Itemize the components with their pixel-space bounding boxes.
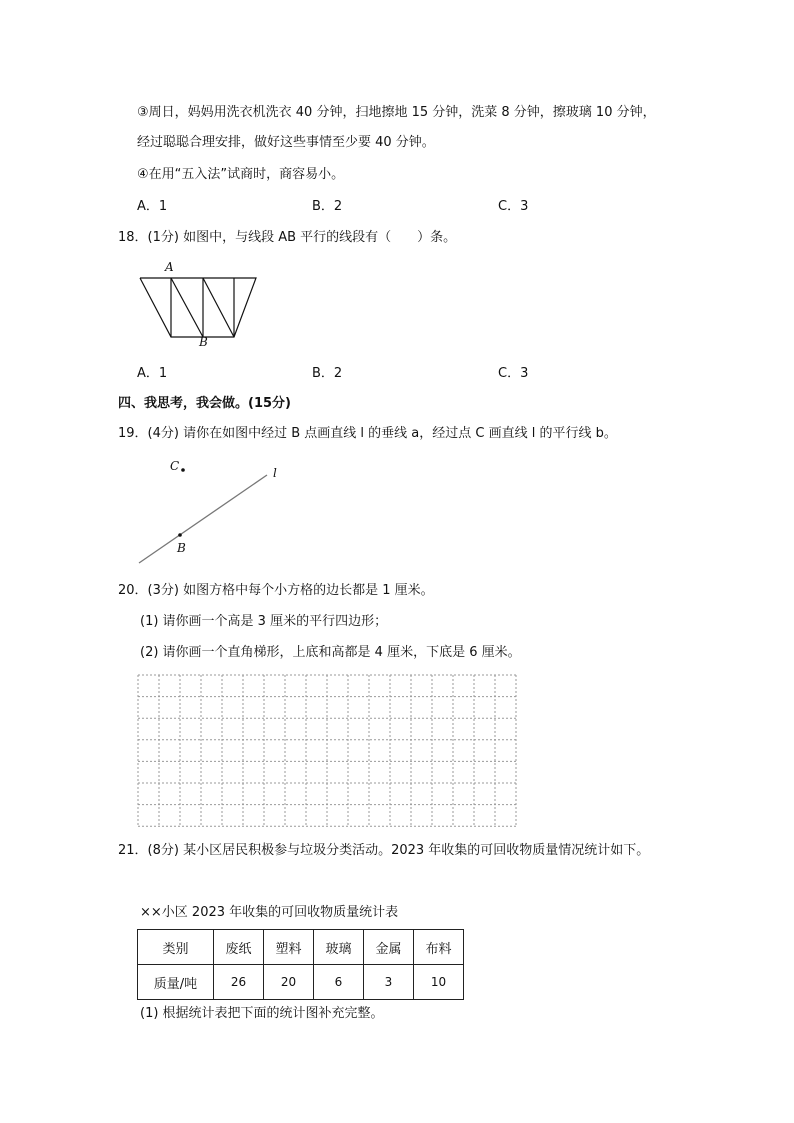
value-cell: 26 <box>214 965 264 1000</box>
q17-option-a: A．1 <box>137 199 168 214</box>
header-cell: 塑料 <box>264 930 314 965</box>
row-label: 质量/吨 <box>138 965 214 1000</box>
value-cell: 10 <box>414 965 464 1000</box>
q17-item3-line1: ③周日，妈妈用洗衣机洗衣 40 分钟，扫地擦地 15 分钟，洗菜 8 分钟，擦玻璃 10 分钟， <box>137 105 656 120</box>
q17-option-c: C．3 <box>498 199 529 214</box>
header-cell: 类别 <box>138 930 214 965</box>
q18-option-b: B．2 <box>312 366 343 381</box>
line-l-figure <box>139 468 267 563</box>
point-c <box>181 468 185 472</box>
recyclables-table <box>137 929 464 1000</box>
table-title: ××小区 2023 年收集的可回收物质量统计表 <box>140 905 399 920</box>
point-b <box>178 533 182 537</box>
value-cell: 3 <box>364 965 414 1000</box>
q18-option-a: A．1 <box>137 366 168 381</box>
label-a: A <box>165 260 174 274</box>
label-l: l <box>273 466 277 480</box>
table-row <box>138 965 464 1000</box>
q20-sub2: (2) 请你画一个直角梯形，上底和高都是 4 厘米，下底是 6 厘米。 <box>140 645 521 660</box>
q18-text: 18．(1分) 如图中，与线段 AB 平行的线段有（ ）条。 <box>118 230 457 245</box>
table-header-row <box>138 930 464 965</box>
q17-item4: ④在用“五入法”试商时，商容易小。 <box>137 167 345 182</box>
q20-sub1: (1) 请你画一个高是 3 厘米的平行四边形； <box>140 614 388 629</box>
label-b2: B <box>177 541 186 555</box>
section-heading: 四、我思考，我会做。(15分) <box>118 396 291 411</box>
q20-text: 20．(3分) 如图方格中每个小方格的边长都是 1 厘米。 <box>118 583 434 598</box>
square-grid <box>138 675 516 826</box>
label-b: B <box>199 335 208 349</box>
q17-item3-line2: 经过聪聪合理安排，做好这些事情至少要 40 分钟。 <box>137 135 435 150</box>
q18-option-c: C．3 <box>498 366 529 381</box>
q21-text: 21．(8分) 某小区居民积极参与垃圾分类活动。2023 年收集的可回收物质量情况统计如下。 <box>118 843 650 858</box>
q21-sub1: (1) 根据统计表把下面的统计图补充完整。 <box>140 1006 384 1021</box>
header-cell: 布料 <box>414 930 464 965</box>
header-cell: 废纸 <box>214 930 264 965</box>
value-cell: 20 <box>264 965 314 1000</box>
value-cell: 6 <box>314 965 364 1000</box>
header-cell: 金属 <box>364 930 414 965</box>
q19-text: 19．(4分) 请你在如图中经过 B 点画直线 l 的垂线 a，经过点 C 画直线 l 的平行线 b。 <box>118 426 617 441</box>
header-cell: 玻璃 <box>314 930 364 965</box>
trapezoid-figure <box>140 278 256 337</box>
label-c: C <box>170 459 180 473</box>
q17-option-b: B．2 <box>312 199 343 214</box>
